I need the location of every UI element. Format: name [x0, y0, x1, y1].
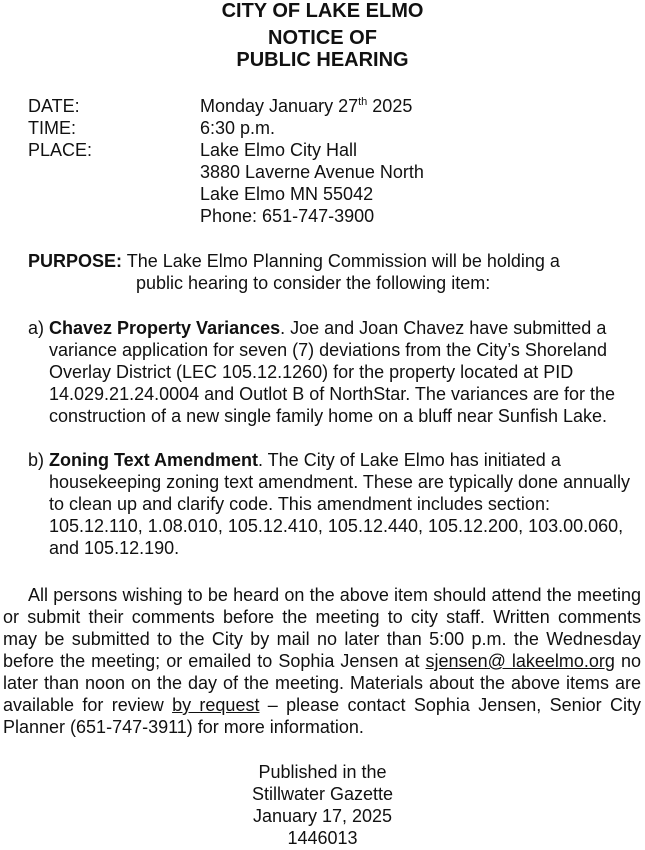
- place-line: Lake Elmo City Hall: [200, 140, 358, 160]
- date-suffix: th: [358, 96, 368, 108]
- city-title: CITY OF LAKE ELMO: [221, 0, 424, 22]
- closing-text: no later than noon on the day of the meeting. Materials about the above items are available for review: [3, 651, 641, 715]
- item-marker: b): [28, 450, 45, 470]
- closing-text: – please contact Sophia Jensen, Senior City Planner (651-747-3911) for more information.: [3, 695, 642, 737]
- notice-title: NOTICE OF: [268, 27, 377, 49]
- place-line: Lake Elmo MN 55042: [200, 184, 374, 204]
- item-title: Chavez Property Variances: [49, 318, 281, 338]
- purpose-label: PURPOSE:: [28, 251, 123, 271]
- place-line: 3880 Laverne Avenue North: [200, 162, 424, 182]
- purpose-text: The Lake Elmo Planning Commission will be holding a: [122, 251, 560, 271]
- agenda-item-b: [28, 449, 638, 559]
- place-label: PLACE:: [28, 140, 93, 160]
- item-text: . The City of Lake Elmo has initiated a housekeeping zoning text amendment. These are typically done annually to clean up and clarify code. This amendment includes section: 105.12.110, 1.08.010, 105.12.410, 105.12.440, 105.12.200, 103.00.060, and 105.12.190.: [49, 450, 631, 558]
- email-link[interactable]: sjensen@ lakeelmo.org: [425, 651, 615, 671]
- purpose-section: [28, 250, 628, 294]
- publication-date: January 17, 2025: [252, 806, 393, 826]
- publication-line: Published in the: [258, 762, 387, 782]
- publication-number: 1446013: [287, 828, 358, 848]
- item-marker: a): [28, 318, 45, 338]
- time-label: TIME:: [28, 118, 76, 138]
- date-label: DATE:: [28, 96, 80, 116]
- purpose-text-2: public hearing to consider the following item:: [136, 273, 491, 293]
- closing-text: All persons wishing to be heard on the above item should attend the meeting or submit their comments before the meeting to city staff. Written comments may be submitted to the City by mail no later than 5:00 p.m. the Wednesday before the meeting; or emailed to Sophia Jensen at: [3, 585, 641, 671]
- closing-paragraph: [3, 584, 641, 738]
- date-text: Monday January 27: [200, 96, 359, 116]
- item-title: Zoning Text Amendment: [49, 450, 258, 470]
- publication-info: [0, 761, 645, 849]
- request-link[interactable]: by request: [172, 695, 260, 715]
- publication-line: Stillwater Gazette: [251, 784, 394, 804]
- date-value: [200, 95, 412, 117]
- phone-line: Phone: 651-747-3900: [200, 206, 375, 226]
- item-text: . Joe and Joan Chavez have submitted a variance application for seven (7) deviations from the City’s Shoreland Overlay District (LEC 105.12.1260) for the property located at PID 14.029.21.24.0004 and Outlot B of NorthStar. The variances are for the construction of a new single family home on a bluff near Sunfish Lake.: [49, 318, 616, 426]
- date-year: 2025: [367, 96, 413, 116]
- agenda-item-a: [28, 317, 638, 427]
- notice-subtitle: PUBLIC HEARING: [236, 49, 409, 71]
- time-value: 6:30 p.m.: [200, 118, 276, 138]
